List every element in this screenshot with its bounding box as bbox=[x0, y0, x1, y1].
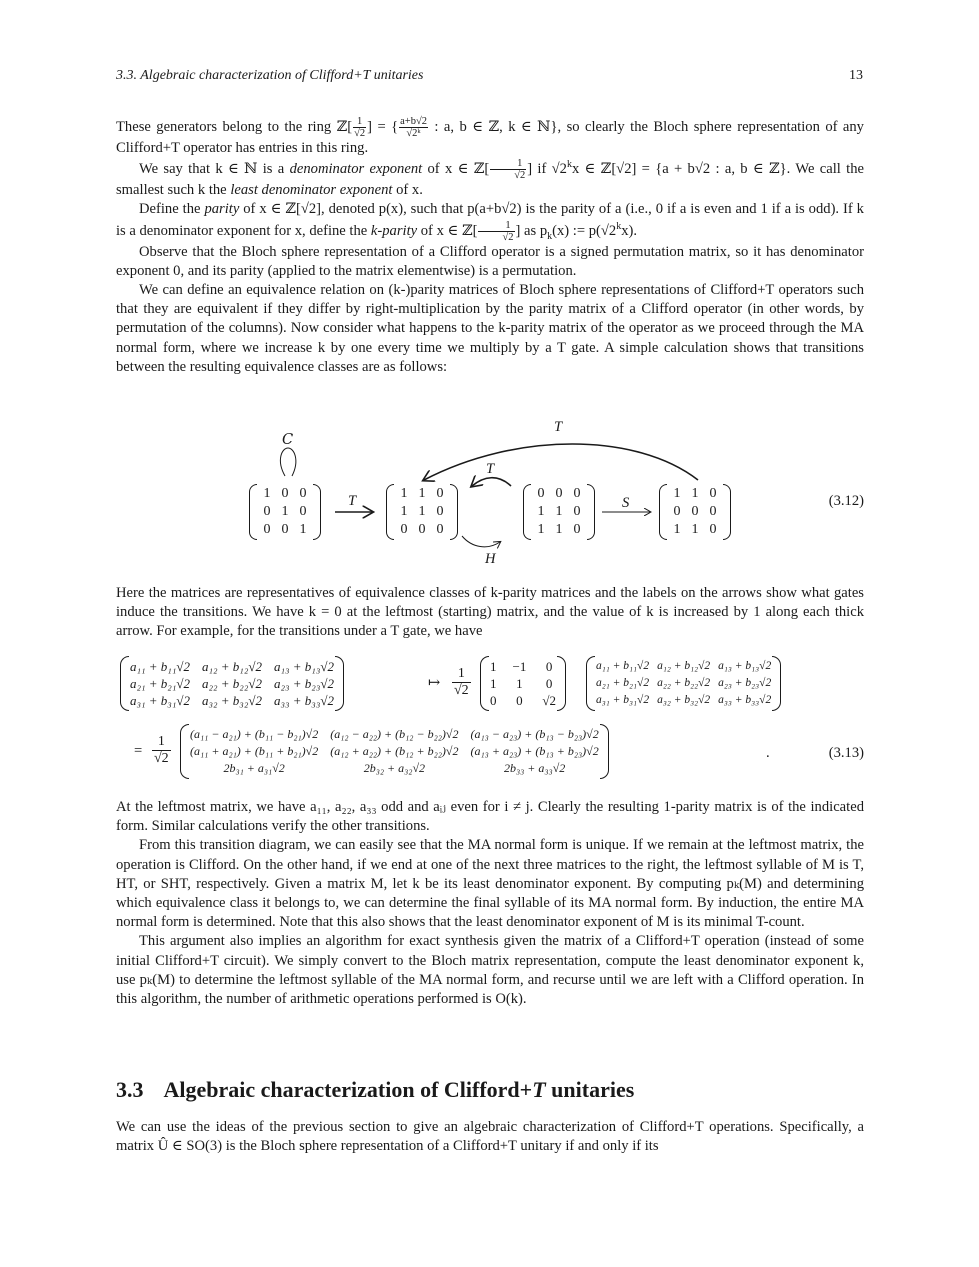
matrix-entry: 0 bbox=[263, 504, 271, 519]
matrix-entry: 2b₃₂ + a₃₂√2 bbox=[363, 761, 426, 775]
paragraph-ring bbox=[116, 116, 864, 158]
matrix-entry: a₂₁ + b₂₁√2 bbox=[596, 677, 650, 689]
text-run: of x ∈ ℤ[ bbox=[417, 222, 478, 239]
paragraph-equivalence: We can define an equivalence relation on (k-)parity matrices of Bloch sphere representations of Clifford+T operators such that they are equivalent if they differ by right-multiplication by the parity matrix of a Clifford operator (in other words, by permutation of the columns). Now consider what happens to the k-parity matrix of the operator as we proceed through the MA normal form, where we increase k by one every time we multiply by a T gate. A simple calculation shows that transitions between the resulting equivalence classes are as follows: bbox=[116, 282, 864, 375]
matrix-entry: 1 bbox=[400, 486, 408, 501]
matrix-entry: 0 bbox=[299, 504, 307, 519]
matrix-entry: 0 bbox=[545, 676, 553, 691]
matrix-entry: 1 bbox=[490, 676, 497, 691]
text-run: (x) := p(√2 bbox=[552, 222, 617, 239]
matrix-result bbox=[180, 726, 609, 777]
matrix-entry: 0 bbox=[490, 693, 497, 708]
equation-number-313: (3.13) bbox=[828, 745, 864, 761]
matrix-entry: 1 bbox=[537, 504, 545, 519]
fraction bbox=[490, 158, 526, 181]
matrix-entry: a₂₂ + b₂₂√2 bbox=[202, 676, 262, 691]
label-top-t: T bbox=[554, 419, 563, 435]
matrix-entry: a₂₂ + b₂₂√2 bbox=[657, 677, 711, 689]
label-arrow-h: H bbox=[485, 551, 496, 567]
matrix-entry: 0 bbox=[573, 486, 581, 501]
matrix-entry: 1 bbox=[516, 676, 523, 691]
fraction-numerator: 1 bbox=[452, 666, 471, 683]
fraction-numerator: 1 bbox=[152, 734, 171, 751]
page-number: 13 bbox=[849, 68, 863, 83]
paragraph-leftmost: At the leftmost matrix, we have a₁₁, a₂₂, a₃₃ odd and aᵢⱼ even for i ≠ j. Clearly the resulting 1-parity matrix is of the indicated form. Similar calculations verify the other transitions. bbox=[116, 799, 864, 835]
matrix-entry: a₁₁ + b₁₁√2 bbox=[130, 659, 190, 674]
section-heading bbox=[116, 1076, 864, 1104]
matrix-entry: (a₁₂ + a₂₂) + (b₁₂ + b₂₂)√2 bbox=[330, 744, 459, 758]
text-run: of x ∈ ℤ[√2], denoted p(x), such that p(a+b√2) is the parity of a (i.e., 0 if a is even and 1 if a is odd). If k is a denominator exponent for x, define the bbox=[116, 201, 864, 239]
matrix-entry: 1 bbox=[418, 504, 426, 519]
label-arrow-t2: T bbox=[486, 461, 495, 477]
text-run: ] = { bbox=[367, 118, 399, 135]
matrix-entry: 1 bbox=[555, 522, 563, 537]
matrix-lhs bbox=[120, 658, 344, 709]
matrix-entry: a₁₂ + b₁₂√2 bbox=[202, 659, 262, 674]
fraction-denominator: √2 bbox=[454, 683, 469, 698]
matrix-clifford-class bbox=[249, 485, 321, 539]
matrix-entry: 1 bbox=[691, 522, 699, 537]
matrix-entry: a₃₂ + b₃₂√2 bbox=[202, 693, 262, 708]
fraction-denominator: √2 bbox=[354, 128, 366, 139]
superscript: k bbox=[566, 159, 572, 171]
matrix-rhs-operand bbox=[586, 658, 781, 709]
paragraph-denominator-exponent bbox=[116, 158, 864, 200]
running-header bbox=[116, 66, 863, 85]
text-block-middle bbox=[116, 584, 864, 642]
matrix-entry: 0 bbox=[709, 486, 717, 501]
section-title: unitaries bbox=[545, 1077, 635, 1102]
matrix-entry: a₁₁ + b₁₁√2 bbox=[596, 660, 650, 672]
fraction bbox=[353, 116, 366, 139]
text-block-top bbox=[116, 116, 864, 377]
matrix-entry: 1 bbox=[490, 659, 497, 674]
maps-to-symbol: ↦ bbox=[428, 675, 441, 691]
text-run: ] as p bbox=[515, 222, 548, 239]
superscript: k bbox=[616, 220, 622, 232]
matrix-entry: 0 bbox=[281, 486, 289, 501]
matrix-entry: a₃₃ + b₃₃√2 bbox=[274, 693, 334, 708]
matrix-entry: 0 bbox=[436, 504, 444, 519]
matrix-entry: 1 bbox=[555, 504, 563, 519]
matrix-sht-class bbox=[659, 485, 731, 539]
fraction bbox=[478, 220, 514, 243]
label-arrow-t: T bbox=[348, 493, 357, 509]
matrix-entry: 1 bbox=[537, 522, 545, 537]
text-run: We say that k ∈ ℕ is a bbox=[139, 161, 290, 178]
fraction-denominator: √2 bbox=[154, 751, 169, 766]
paragraph-observe: Observe that the Bloch sphere representation of a Clifford operator is a signed permutation matrix, so it has denominator exponent 0, and its parity (applied to the matrix elementwise) is a permutation. bbox=[116, 243, 864, 279]
running-title: 3.3. Algebraic characterization of Clifford+T unitaries bbox=[116, 68, 424, 83]
text-block-bottom bbox=[116, 1118, 864, 1156]
text-run: x). bbox=[621, 222, 637, 239]
label-arrow-s: S bbox=[622, 495, 630, 511]
matrix-entry: 0 bbox=[436, 486, 444, 501]
equals-symbol: = bbox=[134, 743, 143, 759]
period: . bbox=[766, 745, 770, 761]
matrix-entry: 0 bbox=[299, 486, 307, 501]
matrix-entry: 0 bbox=[573, 504, 581, 519]
matrix-entry: a₁₃ + b₁₃√2 bbox=[718, 660, 772, 672]
paragraph-algorithm: This argument also implies an algorithm for exact synthesis given the matrix of a Clifford+T operation (instead of some initial Clifford+T circuit). We simply convert to the Bloch matrix representation, compute the least denominator exponent k, use pₖ(M) to determine the leftmost syllable of the MA normal form, and recurse until we are left with a Clifford operation. In this algorithm, the number of arithmetic operations performed is O(k). bbox=[116, 933, 864, 1008]
matrix-entry: 1 bbox=[673, 486, 681, 501]
matrix-entry: 0 bbox=[691, 504, 699, 519]
text-block-lower bbox=[116, 798, 864, 1009]
matrix-entry: a₃₁ + b₃₁√2 bbox=[130, 693, 190, 708]
text-run: : a, b ∈ ℤ, k ∈ ℕ}, so clearly the Bloch sphere representation of any Clifford+T operator has entries in this ring. bbox=[116, 118, 864, 156]
matrix-entry: 0 bbox=[400, 522, 408, 537]
equation-number-312: (3.12) bbox=[828, 493, 864, 509]
defined-term: parity bbox=[204, 201, 240, 218]
matrix-entry: 2b₃₁ + a₃₁√2 bbox=[223, 761, 285, 775]
matrix-entry: a₂₁ + b₂₁√2 bbox=[130, 676, 190, 691]
subscript: k bbox=[547, 230, 553, 242]
matrix-entry: a₂₃ + b₂₃√2 bbox=[718, 677, 772, 689]
fraction-numerator: a+b√2 bbox=[400, 116, 427, 127]
fraction-denominator: √2ᵏ bbox=[406, 128, 421, 139]
transition-diagram bbox=[116, 418, 864, 580]
matrix-entry: a₁₃ + b₁₃√2 bbox=[274, 659, 334, 674]
fraction-numerator: 1 bbox=[490, 158, 526, 170]
paragraph-parity bbox=[116, 200, 864, 242]
matrix-entry: −1 bbox=[512, 659, 527, 674]
matrix-t-class bbox=[386, 485, 458, 539]
fraction bbox=[399, 116, 428, 139]
matrix-entry: 0 bbox=[573, 522, 581, 537]
section-number: 3.3 bbox=[116, 1077, 144, 1102]
matrix-entry: 1 bbox=[673, 522, 681, 537]
text-run: of x. bbox=[392, 182, 423, 199]
matrix-entry: 0 bbox=[418, 522, 426, 537]
matrix-entry: 1 bbox=[281, 504, 289, 519]
matrix-entry: a₃₂ + b₃₂√2 bbox=[657, 694, 711, 706]
matrix-entry: 2b₃₃ + a₃₃√2 bbox=[503, 761, 566, 775]
section-title: Algebraic characterization of Clifford+ bbox=[163, 1077, 533, 1102]
section-title-math: T bbox=[532, 1077, 546, 1102]
matrix-ht-class bbox=[523, 485, 595, 539]
fraction-one-over-root-two bbox=[452, 666, 471, 699]
paragraph-characterization: We can use the ideas of the previous section to give an algebraic characterization of Clifford+T operations. Specifically, a matrix Û ∈ SO(3) is the Bloch sphere representation of a Clifford+T unitary if and only if its bbox=[116, 1119, 864, 1155]
arrow-h bbox=[462, 536, 500, 547]
text-run: of x ∈ ℤ[ bbox=[422, 161, 490, 178]
matrix-entry: a₃₁ + b₃₁√2 bbox=[596, 694, 650, 706]
defined-term: least denominator exponent bbox=[230, 182, 393, 199]
matrix-entry: 0 bbox=[281, 522, 289, 537]
matrix-t-gate bbox=[480, 658, 566, 709]
matrix-entry: 0 bbox=[555, 486, 563, 501]
matrix-entry: a₁₂ + b₁₂√2 bbox=[657, 660, 711, 672]
matrix-entry: 1 bbox=[418, 486, 426, 501]
text-run: Define the bbox=[139, 201, 205, 218]
fraction-one-over-root-two bbox=[152, 734, 171, 767]
fraction-numerator: 1 bbox=[478, 220, 514, 232]
matrix-entry: 0 bbox=[516, 693, 523, 708]
matrix-entry: (a₁₃ − a₂₃) + (b₁₃ − b₂₃)√2 bbox=[470, 727, 599, 741]
matrix-entry: 0 bbox=[709, 522, 717, 537]
paragraph-uniqueness: From this transition diagram, we can easily see that the MA normal form is unique. If we remain at the leftmost matrix, the operation is Clifford. On the other hand, if we end at one of the next three matrices to the right, the leftmost syllable of M is T, HT, or SHT, respectively. Given a matrix M, let k be its least denominator exponent. By computing pₖ(M) and determining which equivalence class it belongs to, we can determine the final syllable of its MA normal form. By induction, the entire MA normal form is determined. Note that this also shows that the least denominator exponent of M is its minimal T-count. bbox=[116, 837, 864, 931]
matrix-entry: (a₁₃ + a₂₃) + (b₁₃ + b₂₃)√2 bbox=[470, 744, 599, 758]
matrix-entry: 0 bbox=[537, 486, 545, 501]
matrix-entry: 0 bbox=[436, 522, 444, 537]
matrix-entry: 0 bbox=[673, 504, 681, 519]
label-clifford: C bbox=[282, 431, 294, 448]
text-run: ] if √2 bbox=[527, 161, 567, 178]
matrix-entry: 0 bbox=[263, 522, 271, 537]
paragraph-explanation: Here the matrices are representatives of equivalence classes of k-parity matrices and the labels on the arrows show what gates induce the transitions. We have k = 0 at the leftmost (starting) matrix, and the value of k is increased by 1 along each thick arrow. For example, for the transitions under a T gate, we have bbox=[116, 585, 864, 640]
fraction-numerator: 1 bbox=[353, 116, 366, 128]
top-curved-arrow-t bbox=[424, 444, 698, 480]
matrix-entry: √2 bbox=[542, 693, 556, 708]
fraction-denominator: √2 bbox=[502, 231, 514, 243]
matrix-entry: 1 bbox=[263, 486, 271, 501]
matrix-entry: a₃₃ + b₃₃√2 bbox=[718, 694, 772, 706]
matrix-entry: (a₁₂ − a₂₂) + (b₁₂ − b₂₂)√2 bbox=[330, 727, 459, 741]
clifford-loop-arrow bbox=[280, 448, 295, 476]
matrix-entry: 0 bbox=[709, 504, 717, 519]
matrix-entry: a₂₃ + b₂₃√2 bbox=[274, 676, 334, 691]
defined-term: k-parity bbox=[370, 222, 418, 239]
fraction-denominator: √2 bbox=[514, 170, 526, 182]
matrix-entry: (a₁₁ + a₂₁) + (b₁₁ + b₂₁)√2 bbox=[190, 744, 319, 758]
matrix-entry: 1 bbox=[299, 522, 307, 537]
matrix-entry: 1 bbox=[691, 486, 699, 501]
matrix-entry: 1 bbox=[400, 504, 408, 519]
matrix-entry: 0 bbox=[545, 659, 553, 674]
equation-313 bbox=[116, 654, 864, 782]
defined-term: denominator exponent bbox=[289, 161, 423, 178]
text-run: These generators belong to the ring ℤ[ bbox=[116, 118, 353, 135]
matrix-entry: (a₁₁ − a₂₁) + (b₁₁ − b₂₁)√2 bbox=[190, 727, 319, 741]
text-run: x ∈ ℤ[√2] = {a + b√2 : a, b ∈ ℤ}. We call the smallest such k the bbox=[116, 161, 864, 199]
